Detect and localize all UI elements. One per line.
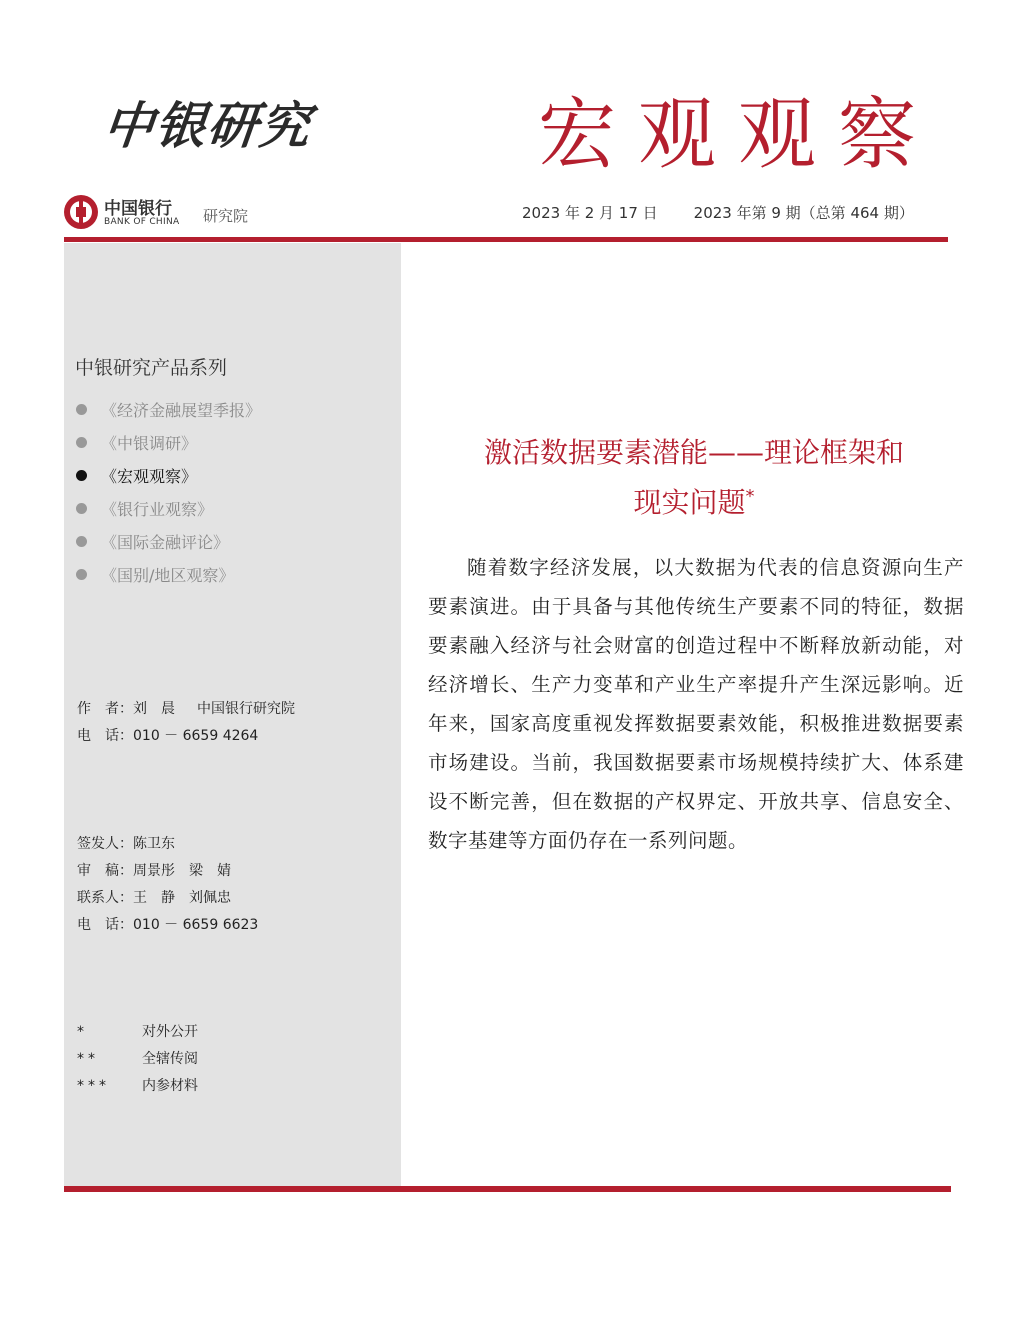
series-item: 《银行业观察》 xyxy=(76,492,261,525)
bank-of-china-logo-icon xyxy=(64,195,98,229)
level-label: 内参材料 xyxy=(142,1078,198,1094)
title-footnote-mark: * xyxy=(745,486,755,507)
article-title-line2: 现实问题 xyxy=(633,486,746,519)
signer-key: 签发人： xyxy=(77,836,133,852)
reviewer-names: 周景彤 梁 婧 xyxy=(133,863,231,879)
author-key: 作 者： xyxy=(77,701,133,717)
level-label: 对外公开 xyxy=(142,1024,198,1040)
series-item-active: 《宏观观察》 xyxy=(76,459,261,492)
contact-phone-key: 电 话： xyxy=(77,917,133,933)
publish-date: 2023 年 2 月 17 日 xyxy=(522,204,658,222)
contact-phone: 010 － 6659 6623 xyxy=(133,917,259,933)
article-title xyxy=(430,428,958,528)
signer-name: 陈卫东 xyxy=(133,836,175,852)
article-abstract: 随着数字经济发展，以大数据为代表的信息资源向生产要素演进。由于具备与其他传统生产要素不同的特征，数据要素融入经济与社会财富的创造过程中不断释放新动能，对经济增长、生产力变革和产业生产率提升产生深远影响。近年来，国家高度重视发挥数据要素效能，积极推进数据要素市场建设。当前，我国数据要素市场规模持续扩大、体系建设不断完善，但在数据的产权界定、开放共享、信息安全、数字基建等方面仍存在一系列问题。 xyxy=(428,556,964,852)
bullet-icon xyxy=(76,569,87,580)
department-name: 研究院 xyxy=(203,207,249,225)
logo-chinese-name: 中国银行 xyxy=(104,199,172,219)
series-list xyxy=(76,393,261,591)
reviewer-key: 审 稿： xyxy=(77,863,133,879)
series-title: 中银研究产品系列 xyxy=(75,357,228,379)
logo-english-name: BANK OF CHINA xyxy=(104,217,180,227)
level-stars: *** xyxy=(77,1078,110,1094)
series-item: 《中银调研》 xyxy=(76,426,261,459)
author-org: 中国银行研究院 xyxy=(197,701,295,717)
phone-key: 电 话： xyxy=(77,728,133,744)
issue-number: 2023 年第 9 期（总第 464 期） xyxy=(693,204,914,222)
series-item: 《国别/地区观察》 xyxy=(76,558,261,591)
author-name: 刘 晨 xyxy=(133,701,175,717)
bullet-icon xyxy=(76,470,87,481)
level-label: 全辖传阅 xyxy=(142,1051,198,1067)
publication-title: 宏观观察 xyxy=(538,90,939,180)
issue-line xyxy=(522,202,914,223)
bullet-icon xyxy=(76,503,87,514)
distribution-levels xyxy=(77,1021,198,1102)
article-title-line1: 激活数据要素潜能——理论框架和 xyxy=(483,436,904,469)
bank-logo xyxy=(64,195,214,233)
signoff-info xyxy=(77,835,258,943)
series-item: 《经济金融展望季报》 xyxy=(76,393,261,426)
contact-key: 联系人： xyxy=(77,890,133,906)
level-stars: ** xyxy=(77,1051,99,1067)
brand-calligraphy: 中银研究 xyxy=(100,96,315,155)
bullet-icon xyxy=(76,437,87,448)
level-stars: * xyxy=(77,1024,88,1040)
bottom-divider xyxy=(64,1186,951,1192)
bullet-icon xyxy=(76,404,87,415)
top-divider xyxy=(64,237,948,242)
bullet-icon xyxy=(76,536,87,547)
author-phone: 010 － 6659 4264 xyxy=(133,728,259,744)
author-info xyxy=(77,700,295,754)
series-item: 《国际金融评论》 xyxy=(76,525,261,558)
contact-names: 王 静 刘佩忠 xyxy=(133,890,231,906)
